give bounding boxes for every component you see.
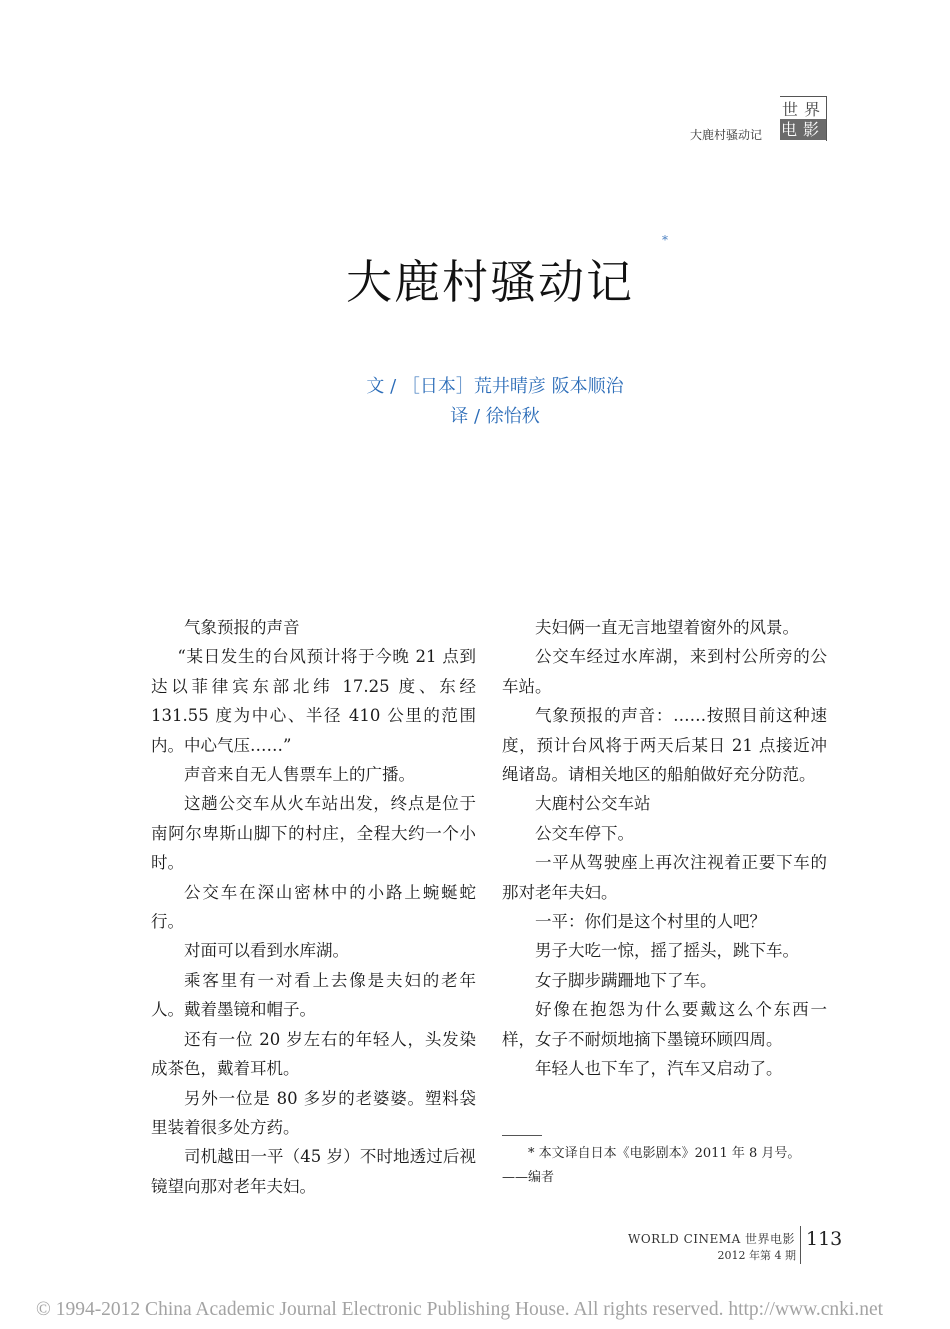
byline-author: 文 / ［日本］荒井晴彦 阪本顺治 [366, 376, 624, 397]
paragraph: 夫妇俩一直无言地望着窗外的风景。 [535, 618, 799, 637]
paragraph: 这趟公交车从火车站出发，终点是位于南阿尔卑斯山脚下的村庄，全程大约一个小时。 [151, 794, 476, 873]
running-title: 大鹿村骚动记 [690, 128, 763, 142]
copyright-watermark: © 1994-2012 China Academic Journal Electronic Publishing House. All rights reserved. http://www.cnki.net [36, 1299, 884, 1320]
paragraph: 年轻人也下车了，汽车又启动了。 [535, 1059, 783, 1079]
brand-logo-top: 世界 [781, 100, 826, 119]
paragraph: 公交车经过水库湖，来到村公所旁的公车站。 [502, 647, 827, 696]
paragraph: 气象预报的声音：……按照目前这种速度，预计台风将于两天后某日 21 点接近冲绳诸岛。请相关地区的船舶做好充分防范。 [502, 706, 827, 785]
footer-issue: 2012 年第 4 期 [717, 1249, 796, 1262]
paragraph: 好像在抱怨为什么要戴这么个东西一样，女子不耐烦地摘下墨镜环顾四周。 [502, 1000, 827, 1049]
paragraph: 司机越田一平（45 岁）不时地透过后视镜望向那对老年夫妇。 [151, 1147, 476, 1196]
body-column-right [502, 613, 827, 1084]
footer-magazine: WORLD CINEMA 世界电影 [628, 1232, 796, 1246]
footnote-text: * 本文译自日本《电影剧本》2011 年 8 月号。 [528, 1146, 801, 1161]
paragraph: 一平：你们是这个村里的人吧？ [535, 912, 766, 932]
body-column-left [151, 613, 476, 1201]
footnote-attribution: ——编者 [502, 1170, 555, 1185]
paragraph: 对面可以看到水库湖。 [184, 941, 349, 961]
paragraph: 乘客里有一对看上去像是夫妇的老年人。戴着墨镜和帽子。 [151, 970, 476, 1020]
paragraph: 大鹿村公交车站 [535, 794, 651, 814]
footer-divider [800, 1226, 801, 1264]
title-footnote-mark: * [662, 233, 668, 247]
paragraph: 女子脚步蹒跚地下了车。 [535, 970, 717, 990]
footnote-divider [502, 1135, 542, 1136]
page-number: 113 [806, 1228, 843, 1250]
paragraph: 声音来自无人售票车上的广播。 [184, 765, 415, 785]
footnote [502, 1142, 832, 1190]
byline-translator: 译 / 徐怡秋 [450, 406, 540, 427]
paragraph: 气象预报的声音 [184, 618, 300, 637]
brand-logo-bottom: 电影 [780, 120, 825, 139]
paragraph: 男子大吃一惊，摇了摇头，跳下车。 [535, 941, 799, 961]
article-title: 大鹿村骚动记 [346, 255, 634, 309]
paragraph: “某日发生的台风预计将于今晚 21 点到达以菲律宾东部北纬 17.25 度、东经 131.55 度为中心、半径 410 公里的范围内。中心气压……” [151, 647, 476, 755]
paragraph: 公交车在深山密林中的小路上蜿蜒蛇行。 [151, 882, 476, 932]
paragraph: 公交车停下。 [535, 823, 634, 843]
paragraph: 另外一位是 80 多岁的老婆婆。塑料袋里装着很多处方药。 [151, 1088, 476, 1137]
paragraph: 一平从驾驶座上再次注视着正要下车的那对老年夫妇。 [502, 853, 827, 902]
paragraph: 还有一位 20 岁左右的年轻人，头发染成茶色，戴着耳机。 [151, 1029, 476, 1079]
